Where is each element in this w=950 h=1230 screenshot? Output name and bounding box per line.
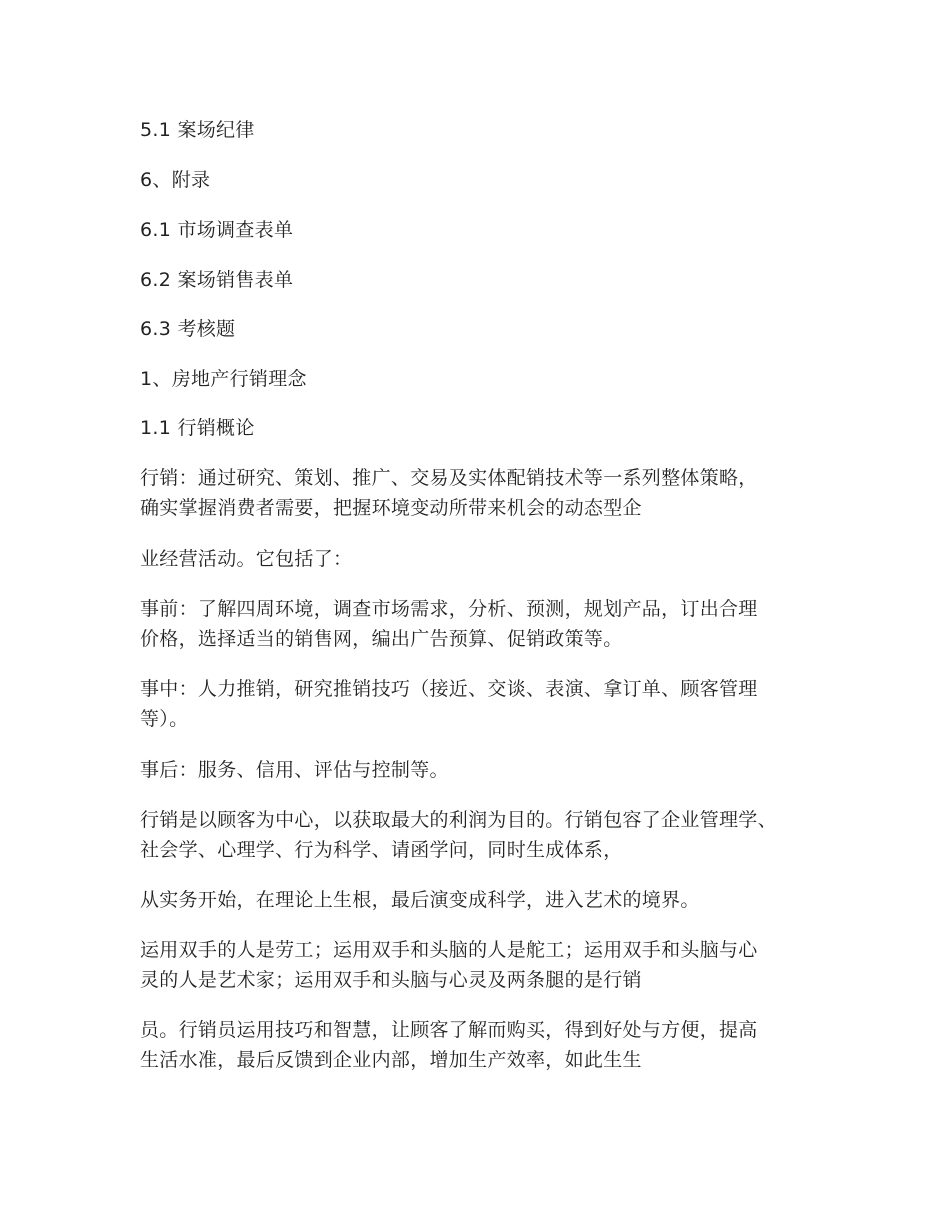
paragraph-from-practice — [140, 885, 830, 915]
text-line: 事中：人力推销，研究推销技巧（接近、交谈、表演、拿订单、顾客管理 — [140, 678, 758, 700]
text-line: 员。行销员运用技巧和智慧，让顾客了解而购买，得到好处与方便，提高 — [140, 1019, 758, 1041]
text-line: 6.1 市场调查表单 — [140, 219, 294, 241]
text-line: 6.3 考核题 — [140, 318, 236, 340]
text-line: 1、房地产行销理念 — [140, 368, 307, 390]
text-line: 价格，选择适当的销售网，编出广告预算、促销政策等。 — [140, 628, 623, 650]
paragraph-includes — [140, 544, 830, 574]
text-line: 行销是以顾客为中心，以获取最大的利润为目的。行销包容了企业管理学、 — [140, 809, 777, 831]
text-line: 确实掌握消费者需要，把握环境变动所带来机会的动态型企 — [140, 497, 642, 519]
heading-1 — [140, 364, 830, 394]
text-line: 灵的人是艺术家；运用双手和头脑与心灵及两条腿的是行销 — [140, 969, 642, 991]
heading-5-1 — [140, 115, 830, 145]
heading-6 — [140, 165, 830, 195]
text-line: 生活水准，最后反馈到企业内部，增加生产效率，如此生生 — [140, 1049, 642, 1071]
text-line: 6、附录 — [140, 169, 211, 191]
text-line: 事前：了解四周环境，调查市场需求，分析、预测，规划产品，订出合理 — [140, 598, 758, 620]
text-line: 行销：通过研究、策划、推广、交易及实体配销技术等一系列整体策略， — [140, 467, 758, 489]
text-line: 6.2 案场销售表单 — [140, 269, 294, 291]
text-line: 业经营活动。它包括了： — [140, 548, 353, 570]
heading-6-2 — [140, 265, 830, 295]
heading-6-1 — [140, 215, 830, 245]
heading-6-3 — [140, 314, 830, 344]
paragraph-definition — [140, 463, 830, 523]
text-line: 运用双手的人是劳工；运用双手和头脑的人是舵工；运用双手和头脑与心 — [140, 939, 758, 961]
paragraph-before — [140, 594, 830, 654]
paragraph-hands-and-brain — [140, 935, 830, 995]
text-line: 1.1 行销概论 — [140, 417, 255, 439]
paragraph-after — [140, 755, 830, 785]
paragraph-customer-center — [140, 805, 830, 865]
text-line: 5.1 案场纪律 — [140, 119, 255, 141]
text-line: 社会学、心理学、行为科学、请函学问，同时生成体系， — [140, 839, 623, 861]
text-line: 从实务开始，在理论上生根，最后演变成科学，进入艺术的境界。 — [140, 889, 700, 911]
paragraph-salesperson — [140, 1015, 830, 1075]
text-line: 事后：服务、信用、评估与控制等。 — [140, 759, 449, 781]
paragraph-during — [140, 674, 830, 734]
heading-1-1 — [140, 413, 830, 443]
text-line: 等）。 — [140, 708, 189, 730]
